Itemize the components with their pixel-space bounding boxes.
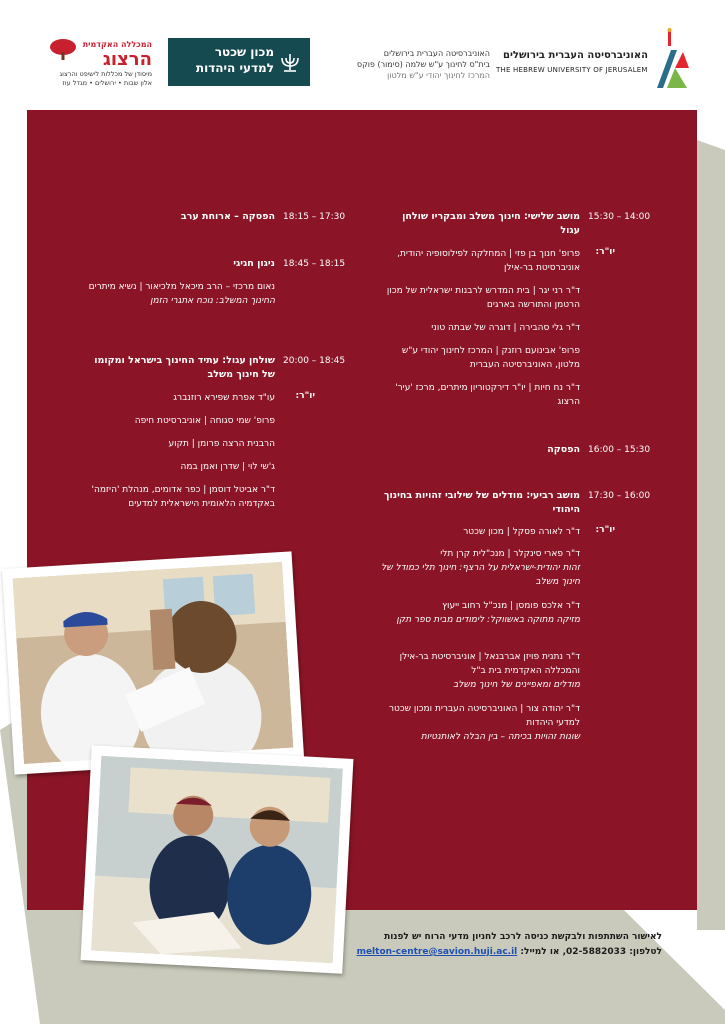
session4-chair-label: יו"ר:: [595, 525, 615, 535]
session4-time: 17:30 – 16:00: [588, 491, 651, 501]
session4-title: מושב רביעי: מודלים של שילובי זהויות בחינוך היהודי: [384, 490, 580, 515]
herzog-sub-2: אלון שבות • ירושלים • מגדל עוז: [62, 79, 152, 87]
break1-label: הפסקה: [547, 444, 580, 455]
footer: [300, 930, 662, 960]
song-time: 18:45 – 18:15: [283, 259, 346, 269]
schechter-line-2: למדעי היהדות: [195, 61, 274, 75]
session4-p1-talk: זהות יהודית-ישראלית על הרצף: חינוך תלי כמודל של חינוך משלב: [381, 563, 580, 587]
session4-p3-name: ד"ר נתנית פויזן אברבנאל | אוניברסיטת בר-אילן והמכללה האקדמית בית ב"ל: [399, 652, 580, 676]
schechter-line-1: מכון שכטר: [214, 45, 274, 59]
session4-p4-talk: שונות זהויות בכיתה – בין הבלה לאותנטיות: [420, 732, 580, 742]
footer-line-2: [300, 945, 662, 960]
footer-phone-text: לטלפון: 02-5882033, או למייל:: [520, 947, 662, 957]
tree-icon: [48, 38, 78, 60]
roundtable-participant-2: הרבנית הרצה פרומן | תקוע: [168, 439, 275, 449]
roundtable-chair-label: יו"ר:: [295, 391, 315, 401]
keynote-speaker: נאום מרכזי – הרב מיכאל מלכיאור | נשיא מיתרים: [88, 282, 275, 292]
herzog-name: הרצוג: [102, 49, 152, 70]
session3-participant-3: ד"ר גלי סהבירה | דוגרה של שבתה טוני: [431, 323, 580, 333]
grey-right-shape: [697, 140, 725, 930]
huji-english-name: THE HEBREW UNIVERSITY OF JERUSALEM: [496, 66, 648, 74]
song-label: ניגון חגיגי: [233, 258, 275, 269]
school-line-3: המרכז לחינוך יהודי ע"ש מלטון: [387, 71, 490, 80]
session3-title: מושב שלישי: חינוך משלב ומבקריו שולחן עגול: [402, 211, 580, 236]
school-line-2: בית"ס לחינוך ע"ש שלמה (סימור) פוקס: [356, 60, 490, 69]
schechter-name: [174, 44, 274, 76]
photo-1-scene: [13, 562, 294, 764]
keynote: [80, 280, 275, 308]
session4-participant-1: [380, 547, 580, 589]
photo-1-image: [13, 562, 294, 764]
session3-time: 15:30 – 14:00: [588, 212, 651, 222]
school-line-1: האוניברסיטה העברית בירושלים: [383, 49, 490, 58]
session4-p3-talk: מודלים ומאפיינים של חינוך משלב: [453, 680, 580, 690]
dinner-label: הפסקה – ארוחת ערב: [180, 211, 275, 222]
footer-line-1: לאישור השתתפות ולבקשת כניסה לרכב לחניון מדעי הרוח יש לפנות: [384, 932, 662, 942]
herzog-top-line: המכללה האקדמית: [82, 40, 152, 49]
session4-p2-talk: מזיקה מתוקה באשווקל: לימודים מבית ספר תקן: [396, 615, 580, 625]
roundtable-participant-3: ג'שי לוי | שדרן ואמן במה: [180, 462, 275, 472]
menorah-icon: [278, 50, 302, 74]
huji-hebrew-name: האוניברסיטה העברית בירושלים: [502, 50, 648, 61]
session4-participant-3: [380, 650, 580, 692]
session4-participant-2: [380, 599, 580, 627]
roundtable-title: שולחן עגול: עתיד החינוך בישראל ומקומו של חינוך משלב: [94, 355, 275, 380]
footer-email-link[interactable]: melton-centre@savion.huji.ac.il: [356, 947, 518, 957]
schechter-logo: [168, 38, 310, 86]
session4-p2-name: ד"ר אלכס פומסן | מנכ"ל רחוב ייעוץ: [442, 601, 580, 611]
session4-p1-name: ד"ר פארי סינקלר | מנכ"לית קרן תלי: [440, 549, 580, 559]
school-block: [318, 48, 490, 81]
roundtable-participant-4: ד"ר אביטל דוסמן | כפר אדומים, מנהלת 'היזמה' באקדמיה הלאומית הישראלית למדעים: [91, 485, 275, 509]
roundtable-time: 20:00 – 18:45: [283, 356, 346, 366]
photo-students-1: [2, 551, 304, 774]
session3-participant-1: פרופ' חנוך בן פזי | המחלקה לפילוסופיה יהודית, אוניברסיטת בר-אילן: [397, 249, 580, 273]
session3-participant-5: ד"ר נח חיות | יו"ר דירקטוריון מיתרים, מרכז 'עיר' הרצוג: [395, 383, 580, 407]
session4-p4-name: ד"ר יהודה צור | האוניברסיטה העברית ומכון שכטר למדעי היהדות: [388, 704, 580, 728]
dinner-time: 18:15 – 17:30: [283, 212, 346, 222]
session3-participant-2: ד"ר רני יגר | בית המדרש לרבנות ישראלית של מכון הרטמן והתורשה בארגים: [386, 286, 580, 310]
session4-participant-4: [380, 702, 580, 744]
roundtable-chair: עו"ד אפרת שפירא רוזנברג: [173, 393, 275, 403]
roundtable-participant-1: פרופ' שמי סגוחה | אוניברסיטת חיפה: [134, 416, 275, 426]
session3-chair-label: יו"ר:: [595, 247, 615, 257]
herzog-sub-1: מיסודן של מכללות לישיפט והרצוג: [59, 70, 152, 78]
break1-time: 16:00 – 15:30: [588, 445, 651, 455]
keynote-talk: החינוך המשלב: נוכח אתגרי הזמן: [150, 296, 275, 306]
session4-chair: ד"ר לאורה פסקל | מכון שכטר: [463, 527, 580, 537]
session3-participant-4: פרופ' אבינועם רוזנק | המרכז לחינוך יהודי ע"ש מלטון, האוניברסיטה העברית: [401, 346, 580, 370]
huji-logo-icon: [653, 28, 691, 90]
